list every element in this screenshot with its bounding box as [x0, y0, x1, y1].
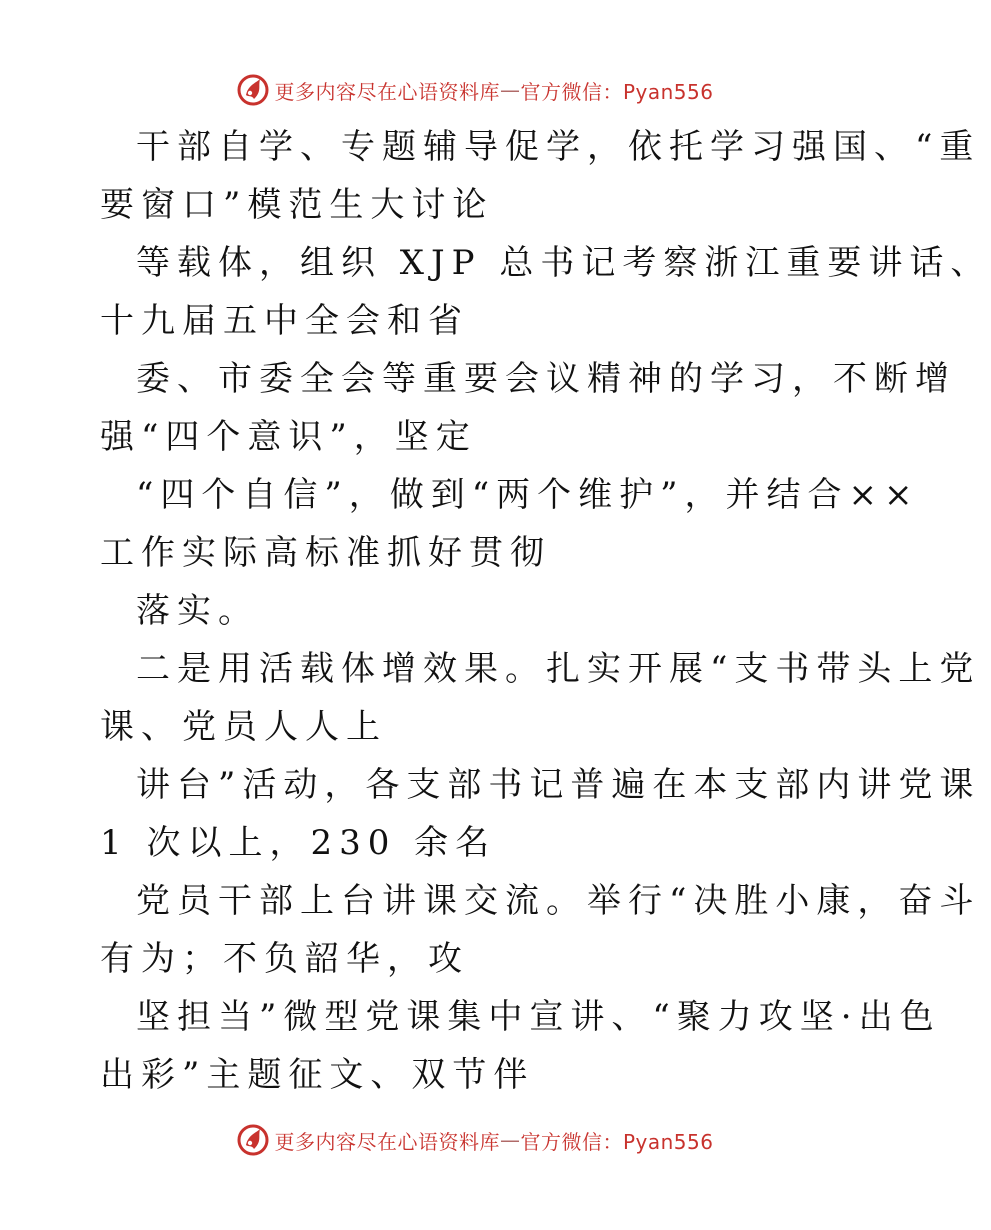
body-line-3: 等载体，组织 XJP 总书记考察浙江重要讲话、	[136, 243, 991, 283]
body-line-4: 十九届五中全会和省	[100, 301, 469, 341]
body-line-14: 党员干部上台讲课交流。举行“决胜小康，奋斗	[136, 881, 981, 921]
body-line-10: 二是用活载体增效果。扎实开展“支书带头上党	[136, 649, 981, 689]
flame-seal-icon	[236, 1123, 270, 1157]
body-line-13: 1 次以上，230 余名	[100, 823, 497, 863]
banner-site-name: 更多内容尽在心语资料库	[274, 79, 500, 104]
flame-seal-icon	[236, 73, 270, 107]
footer-banner	[0, 1120, 950, 1160]
body-line-6: 强“四个意识”，坚定	[100, 417, 477, 457]
header-banner	[0, 70, 950, 110]
body-line-5: 委、市委全会等重要会议精神的学习，不断增	[136, 359, 956, 399]
body-line-9: 落实。	[136, 591, 259, 631]
document-body	[100, 118, 991, 1104]
body-line-17: 出彩”主题征文、双节伴	[100, 1055, 535, 1095]
body-line-11: 课、党员人人上	[100, 707, 387, 747]
body-line-16: 坚担当”微型党课集中宣讲、“聚力攻坚·出色	[136, 997, 941, 1037]
banner-separator: —	[499, 78, 521, 102]
banner-wechat: 官方微信：Pyan556	[520, 79, 714, 104]
banner-site-name: 更多内容尽在心语资料库	[274, 1129, 500, 1154]
body-line-8: 工作实际高标准抓好贯彻	[100, 533, 551, 573]
banner-wechat: 官方微信：Pyan556	[520, 1129, 714, 1154]
body-line-1: 干部自学、专题辅导促学，依托学习强国、“重	[136, 127, 981, 167]
body-line-2: 要窗口”模范生大讨论	[100, 185, 494, 225]
body-line-15: 有为；不负韶华，攻	[100, 939, 469, 979]
banner-separator: —	[499, 1128, 521, 1152]
body-line-12: 讲台”活动，各支部书记普遍在本支部内讲党课	[136, 765, 981, 805]
body-line-7: “四个自信”，做到“两个维护”，并结合××	[136, 475, 920, 515]
